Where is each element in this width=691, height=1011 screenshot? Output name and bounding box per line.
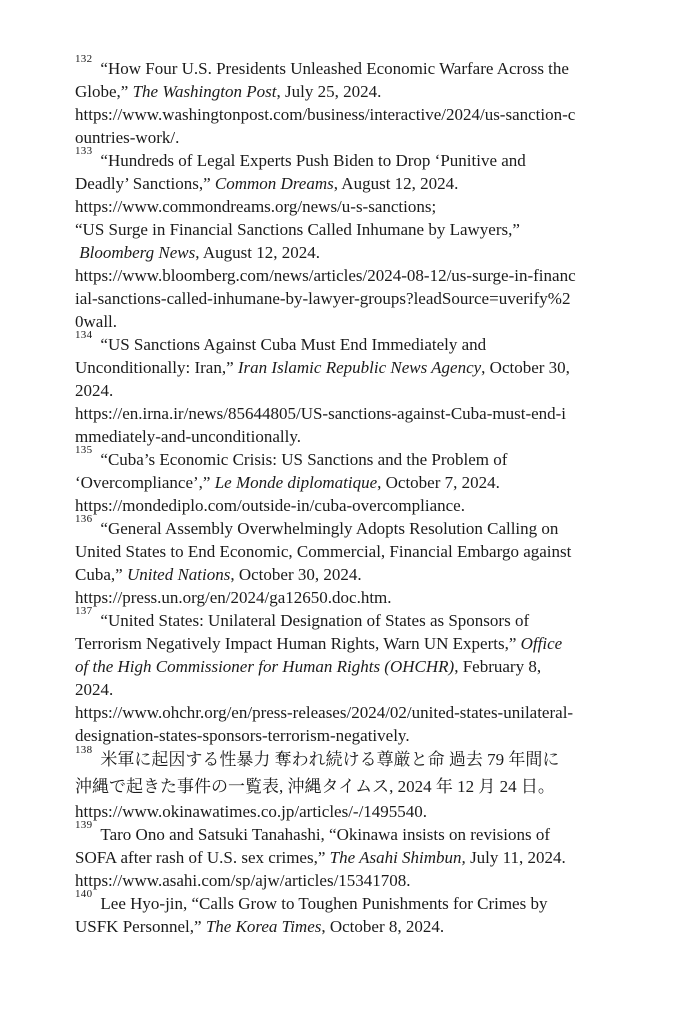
citation-text: “General Assembly Overwhelmingly Adopts Resolution Calling on	[100, 519, 559, 538]
citation-text: USFK Personnel,”	[75, 917, 206, 936]
footnote-line	[75, 494, 657, 517]
footnote-line	[75, 471, 657, 494]
citation-text: “Cuba’s Economic Crisis: US Sanctions and the Problem of	[100, 450, 508, 469]
footnote-line	[75, 846, 657, 869]
citation-source-italic: The Asahi Shimbun,	[329, 848, 466, 867]
citation-text: https://www.asahi.com/sp/ajw/articles/15341708.	[75, 871, 411, 890]
citation-text: “United States: Unilateral Designation of States as Sponsors of	[100, 611, 530, 630]
footnote-line	[75, 356, 657, 379]
footnote-line	[75, 145, 657, 172]
footnote-line	[75, 444, 657, 471]
footnote-line	[75, 819, 657, 846]
footnote-134	[75, 329, 657, 448]
citation-text: https://en.irna.ir/news/85644805/US-sanctions-against-Cuba-must-end-i	[75, 404, 567, 423]
footnote-line	[75, 701, 657, 724]
citation-text: , August 12, 2024.	[195, 243, 320, 262]
citation-text: , February 8,	[454, 657, 542, 676]
footnote-137	[75, 605, 657, 747]
footnote-line	[75, 869, 657, 892]
citation-text: , October 30, 2024.	[230, 565, 362, 584]
citation-source-italic: Bloomberg News	[79, 243, 196, 262]
citation-text: ‘Overcompliance’,”	[75, 473, 215, 492]
footnote-line	[75, 329, 657, 356]
citation-text: Terrorism Negatively Impact Human Rights, Warn UN Experts,”	[75, 634, 521, 653]
footnote-line	[75, 513, 657, 540]
footnote-line	[75, 563, 657, 586]
footnote-number: 133	[75, 145, 93, 158]
footnote-number: 139	[75, 819, 93, 832]
citation-text: https://www.okinawatimes.co.jp/articles/-/1495540.	[75, 802, 428, 821]
footnote-line	[75, 264, 657, 287]
citation-text: “US Surge in Financial Sanctions Called Inhumane by Lawyers,”	[75, 220, 520, 239]
footnote-133	[75, 145, 657, 333]
footnote-line	[75, 632, 657, 655]
citation-text: Globe,”	[75, 82, 133, 101]
citation-text: “US Sanctions Against Cuba Must End Immediately and	[100, 335, 487, 354]
footnote-line	[75, 888, 657, 915]
citation-text: 0wall.	[75, 312, 118, 331]
footnote-number: 138	[75, 744, 93, 757]
footnote-line	[75, 540, 657, 563]
citation-source-italic: Iran Islamic Republic News Agency	[237, 358, 482, 377]
footnote-line	[75, 287, 657, 310]
footnote-line	[75, 310, 657, 333]
citation-text: Cuba,”	[75, 565, 127, 584]
footnote-line	[75, 80, 657, 103]
footnote-136	[75, 513, 657, 609]
footnote-line	[75, 126, 657, 149]
citation-text: 米軍に起因する性暴力 奪われ続ける尊厳と命 過去 79 年間に	[100, 750, 560, 769]
citation-text: https://www.commondreams.org/news/u-s-sanctions;	[75, 197, 437, 216]
footnote-line	[75, 605, 657, 632]
citation-text: ial-sanctions-called-inhumane-by-lawyer-groups?leadSource=uverify%2	[75, 289, 571, 308]
citation-source-italic: Common Dreams	[214, 174, 334, 193]
citation-text: https://www.bloomberg.com/news/articles/2024-08-12/us-surge-in-financ	[75, 266, 576, 285]
footnote-number: 132	[75, 53, 93, 66]
citation-text: , October 30,	[481, 358, 570, 377]
footnote-line	[75, 425, 657, 448]
citation-text: Lee Hyo-jin, “Calls Grow to Toughen Punishments for Crimes by	[100, 894, 548, 913]
citation-text: https://press.un.org/en/2024/ga12650.doc.htm.	[75, 588, 392, 607]
citation-text: mmediately-and-unconditionally.	[75, 427, 301, 446]
footnotes-list	[75, 53, 657, 938]
footnote-line	[75, 800, 657, 823]
footnote-line	[75, 195, 657, 218]
citation-text: ountries-work/.	[75, 128, 180, 147]
footnote-line	[75, 678, 657, 701]
footnote-line	[75, 53, 657, 80]
footnote-138	[75, 744, 657, 823]
citation-text: United States to End Economic, Commercial, Financial Embargo against	[75, 542, 572, 561]
citation-text: , August 12, 2024.	[333, 174, 459, 193]
footnote-132	[75, 53, 657, 149]
citation-source-italic: of the High Commissioner for Human Rights (OHCHR)	[75, 657, 455, 676]
citation-text: 沖縄で起きた事件の一覧表, 沖縄タイムス, 2024 年 12 月 24 日。	[75, 776, 555, 796]
footnote-line	[75, 172, 657, 195]
footnote-line	[75, 241, 657, 264]
citation-text: , October 7, 2024.	[377, 473, 500, 492]
citation-text: , July 25, 2024.	[276, 82, 382, 101]
citation-source-italic: Office	[520, 634, 563, 653]
footnote-140	[75, 888, 657, 938]
citation-text: Deadly’ Sanctions,”	[75, 174, 215, 193]
citation-text: designation-states-sponsors-terrorism-negatively.	[75, 726, 410, 745]
citation-text: SOFA after rash of U.S. sex crimes,”	[75, 848, 330, 867]
citation-text: https://mondediplo.com/outside-in/cuba-overcompliance.	[75, 496, 465, 515]
footnote-number: 135	[75, 444, 93, 457]
footnote-line	[75, 655, 657, 678]
citation-text: “Hundreds of Legal Experts Push Biden to Drop ‘Punitive and	[100, 151, 526, 170]
footnote-line	[75, 103, 657, 126]
citation-text: https://www.washingtonpost.com/business/interactive/2024/us-sanction-c	[75, 105, 576, 124]
citation-source-italic: The Washington Post	[132, 82, 277, 101]
footnote-number: 140	[75, 888, 93, 901]
citation-text: Unconditionally: Iran,”	[75, 358, 238, 377]
citation-source-italic: United Nations	[126, 565, 231, 584]
footnote-number: 134	[75, 329, 93, 342]
footnote-line	[75, 915, 657, 938]
citation-text: 2024.	[75, 680, 114, 699]
citation-text: July 11, 2024.	[465, 848, 566, 867]
footnote-line	[75, 379, 657, 402]
citation-text: Taro Ono and Satsuki Tanahashi, “Okinawa insists on revisions of	[100, 825, 551, 844]
citation-text: 2024.	[75, 381, 114, 400]
citation-text: “How Four U.S. Presidents Unleashed Economic Warfare Across the	[100, 59, 569, 78]
footnote-number: 137	[75, 605, 93, 618]
footnote-line	[75, 774, 657, 801]
footnote-line	[75, 586, 657, 609]
footnote-line	[75, 724, 657, 747]
footnote-line	[75, 744, 657, 774]
footnote-number: 136	[75, 513, 93, 526]
footnote-line	[75, 402, 657, 425]
citation-source-italic: The Korea Times	[205, 917, 322, 936]
citation-text: https://www.ohchr.org/en/press-releases/2024/02/united-states-unilateral-	[75, 703, 574, 722]
citation-source-italic: Le Monde diplomatique	[214, 473, 378, 492]
citation-text: , October 8, 2024.	[321, 917, 445, 936]
footnote-139	[75, 819, 657, 892]
footnote-135	[75, 444, 657, 517]
footnote-line	[75, 218, 657, 241]
